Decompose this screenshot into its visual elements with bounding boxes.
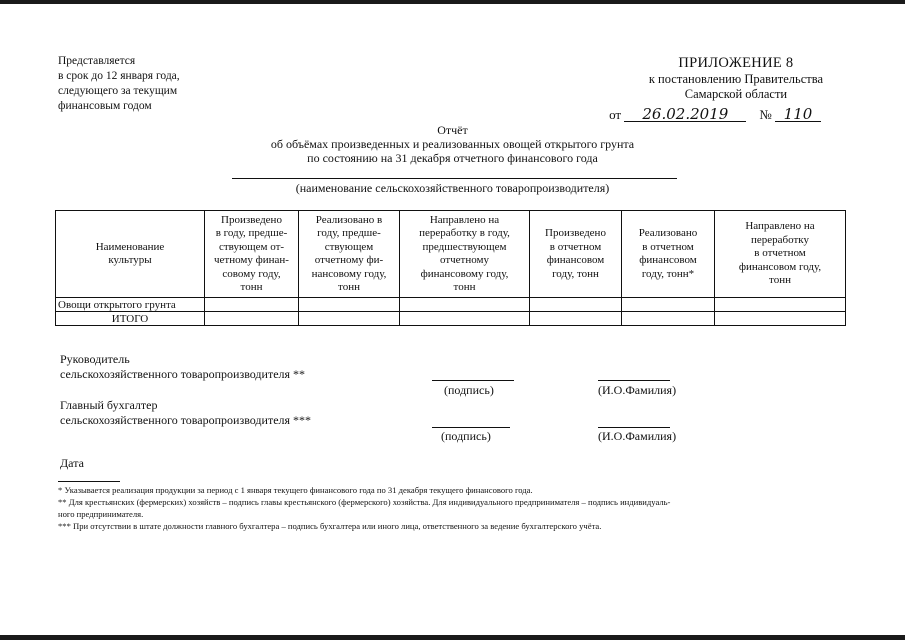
- table-cell: [530, 298, 622, 312]
- header-line: Реализовано: [638, 227, 698, 239]
- column-header-produced-current: [530, 211, 622, 298]
- submission-note-line: Представляется: [58, 55, 136, 67]
- footnote: ** Для крестьянских (фермерских) хозяйств – подпись главы крестьянского (фермерского) хозяйства. Для индивидуального предпринимателя – подпись индивидуаль-: [58, 497, 671, 507]
- table-cell-total-label: ИТОГО: [56, 312, 205, 326]
- table-cell: [205, 312, 299, 326]
- appendix-title: ПРИЛОЖЕНИЕ 8: [678, 55, 794, 71]
- producer-name-line: [232, 178, 677, 179]
- signature-role-director: [60, 352, 305, 382]
- header-line: Произведено: [221, 213, 282, 226]
- signature-caption: (подпись): [444, 383, 494, 397]
- table-cell: [299, 298, 400, 312]
- table-row-total: [56, 312, 846, 326]
- header-line: Наименование: [95, 240, 165, 253]
- scan-edge-bottom: [0, 635, 905, 640]
- header-line: четному финан-: [214, 254, 289, 266]
- table-cell: [299, 312, 400, 326]
- table-row: [56, 298, 846, 312]
- header-line: отчетному фи-: [314, 254, 384, 266]
- report-title: Отчёт: [437, 123, 468, 137]
- submission-note: [58, 54, 258, 114]
- role-line: сельскохозяйственного товаропроизводителя ***: [60, 413, 312, 427]
- submission-note-line: в срок до 12 января года,: [58, 70, 180, 82]
- header-line: совому году,: [222, 267, 281, 280]
- number-prefix: №: [759, 107, 772, 122]
- footnote: ного предпринимателя.: [58, 509, 144, 519]
- signature-line: [432, 427, 510, 428]
- header-line: тонн: [453, 281, 476, 293]
- header-line: отчетному: [439, 254, 490, 266]
- header-line: переработку в году,: [419, 227, 510, 239]
- table-cell: [530, 312, 622, 326]
- table-cell-crop: Овощи открытого грунта: [56, 298, 205, 312]
- table-cell: [400, 298, 530, 312]
- role-line: сельскохозяйственного товаропроизводителя **: [60, 367, 306, 381]
- date-label: Дата: [60, 456, 84, 470]
- appendix-block: [649, 55, 823, 102]
- footnote: * Указывается реализация продукции за период с 1 января текущего финансового года по 31 декабря текущего финансового года.: [58, 485, 533, 495]
- header-line: тонн: [240, 281, 263, 293]
- table-cell: [622, 312, 715, 326]
- submission-note-line: следующего за текущим: [58, 85, 178, 97]
- report-table: [55, 210, 846, 326]
- header-line: финансовом году,: [738, 260, 822, 273]
- column-header-produced-prev: [205, 211, 299, 298]
- table-cell: [205, 298, 299, 312]
- header-line: предшествующем: [422, 240, 507, 253]
- scan-edge-top: [0, 0, 905, 4]
- header-line: тонн: [338, 281, 360, 293]
- header-line: финансовом: [639, 254, 697, 266]
- report-title-block: [0, 123, 905, 165]
- column-header-sold-prev: [299, 211, 400, 298]
- name-line: [598, 427, 670, 428]
- header-line: в отчетном: [642, 240, 694, 253]
- report-subtitle-line: по состоянию на 31 декабря отчетного финансового года: [307, 151, 598, 165]
- table-header-row: [56, 211, 846, 298]
- footnote-separator: [58, 481, 120, 482]
- header-line: ствующем: [324, 240, 374, 253]
- column-header-sold-current: [622, 211, 715, 298]
- header-line: культуры: [108, 254, 152, 266]
- header-line: году, тонн*: [641, 267, 695, 280]
- header-line: нансовому году,: [311, 267, 387, 280]
- column-header-processed-prev: [400, 211, 530, 298]
- header-line: тонн: [769, 274, 791, 287]
- handwritten-date: 26.02.2019: [624, 107, 746, 122]
- header-line: финансовому году,: [420, 267, 509, 280]
- footnotes: [58, 484, 848, 532]
- signature-role-accountant: [60, 398, 311, 428]
- header-line: в году, предше-: [215, 227, 288, 239]
- table-cell: [715, 298, 846, 312]
- header-line: Реализовано в: [315, 213, 383, 226]
- signature-caption: (подпись): [441, 429, 491, 443]
- table-cell: [400, 312, 530, 326]
- date-prefix: от: [609, 107, 622, 122]
- appendix-line: к постановлению Правительства: [648, 72, 823, 86]
- header-line: Направлено на: [429, 213, 500, 226]
- report-subtitle-line: об объёмах произведенных и реализованных овощей открытого грунта: [270, 137, 635, 151]
- name-caption: (И.О.Фамилия): [598, 429, 677, 443]
- table-cell: [622, 298, 715, 312]
- header-line: Произведено: [545, 227, 606, 239]
- header-line: в отчетном: [549, 240, 602, 253]
- table-cell: [715, 312, 846, 326]
- column-header-crop: [56, 211, 205, 298]
- header-line: в отчетном: [754, 247, 806, 260]
- column-header-processed-current: [715, 211, 846, 298]
- decree-date-number: [609, 107, 821, 123]
- handwritten-number: 110: [775, 107, 821, 122]
- header-line: финансовом: [546, 254, 605, 266]
- header-line: году, предше-: [317, 227, 381, 239]
- producer-name-label: (наименование сельскохозяйственного товаропроизводителя): [295, 181, 610, 195]
- appendix-line: Самарской области: [684, 87, 788, 101]
- footnote: *** При отсутствии в штате должности главного бухгалтера – подпись бухгалтера или иного лица, ответственного за ведение бухгалтерского учёта.: [58, 521, 602, 531]
- role-line: Руководитель: [60, 352, 130, 366]
- header-line: Направлено на: [745, 220, 815, 233]
- header-line: году, тонн: [552, 267, 599, 280]
- signature-line: [432, 380, 514, 381]
- submission-note-line: финансовым годом: [58, 100, 152, 112]
- name-line: [598, 380, 670, 381]
- role-line: Главный бухгалтер: [60, 398, 158, 412]
- header-line: переработку: [751, 233, 809, 246]
- name-caption: (И.О.Фамилия): [598, 383, 677, 397]
- header-line: ствующем от-: [218, 240, 285, 253]
